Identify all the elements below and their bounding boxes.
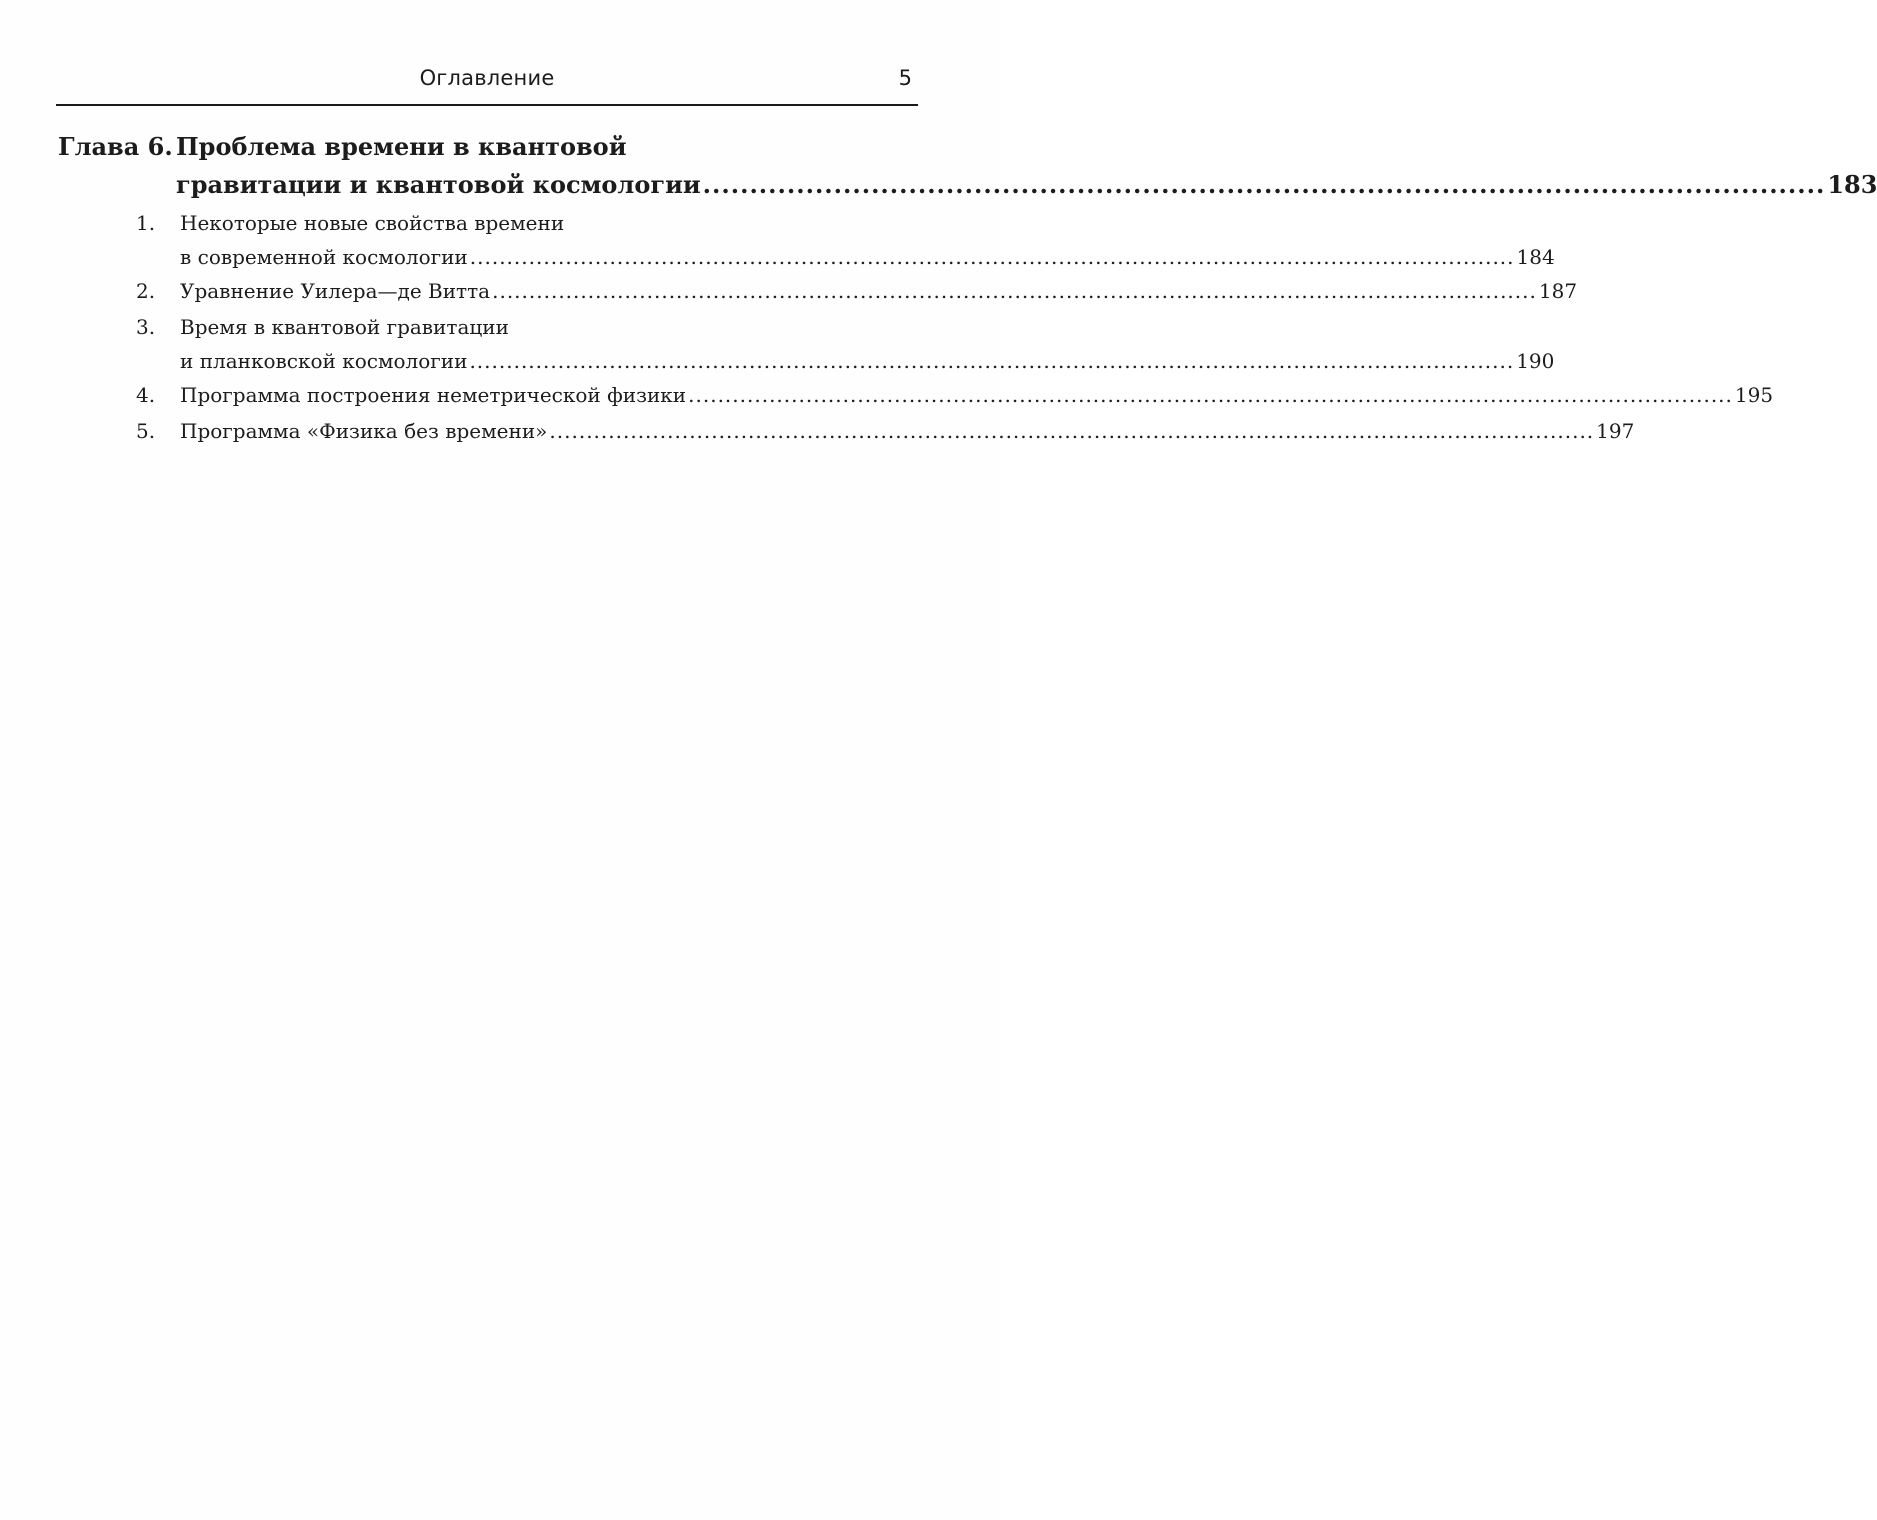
section-page-number: 195 — [1734, 383, 1774, 407]
dot-leader: .............................................................................................................................................. — [469, 349, 1515, 373]
running-header-title: Оглавление — [419, 66, 555, 90]
chapter-title-line-1: Проблема времени в квантовой — [176, 132, 627, 161]
toc-section-3 — [136, 310, 1555, 378]
page-number: 5 — [898, 66, 912, 90]
section-title-line — [180, 274, 1578, 308]
section-title-line-2 — [180, 240, 1555, 274]
chapter-label: Глава 6. — [58, 132, 173, 161]
toc-section-4 — [136, 378, 1774, 412]
section-title-line-1: Время в квантовой гравитации — [180, 315, 509, 339]
dot-leader: .............................................................................................................................................. — [549, 419, 1595, 443]
section-title-text: в современной космологии — [180, 245, 468, 269]
chapter-page-number: 183 — [1827, 170, 1877, 199]
section-number: 4. — [136, 383, 156, 407]
section-title-text: и планковской космологии — [180, 349, 468, 373]
section-number: 5. — [136, 419, 156, 443]
section-title-text: Программа построения неметрической физики — [180, 383, 687, 407]
dot-leader: .............................................................................................................................................. — [469, 245, 1515, 269]
section-page-number: 190 — [1516, 349, 1555, 373]
section-title-line — [180, 378, 1774, 412]
running-header — [56, 64, 918, 106]
section-page-number: 197 — [1596, 419, 1635, 443]
toc-section-1 — [136, 206, 1555, 274]
section-page-number: 187 — [1538, 279, 1578, 303]
toc-section-2 — [136, 274, 1578, 308]
section-number: 2. — [136, 279, 156, 303]
section-title-line-2 — [180, 344, 1555, 378]
section-title-line — [180, 414, 1635, 448]
chapter-title-text: гравитации и квантовой космологии — [176, 170, 701, 199]
chapter-title-line-2 — [176, 166, 1877, 204]
dot-leader: .............................................................................................................................................. — [688, 383, 1733, 407]
section-title-text: Программа «Физика без времени» — [180, 419, 548, 443]
section-title-line-1: Некоторые новые свойства времени — [180, 211, 565, 235]
toc-section-5 — [136, 414, 1635, 448]
section-number: 3. — [136, 315, 156, 339]
section-page-number: 184 — [1516, 245, 1555, 269]
section-title-text: Уравнение Уилера—де Витта — [180, 279, 491, 303]
section-number: 1. — [136, 211, 156, 235]
dot-leader: ........................................................................................................................ — [702, 170, 1826, 199]
dot-leader: .............................................................................................................................................. — [492, 279, 1537, 303]
